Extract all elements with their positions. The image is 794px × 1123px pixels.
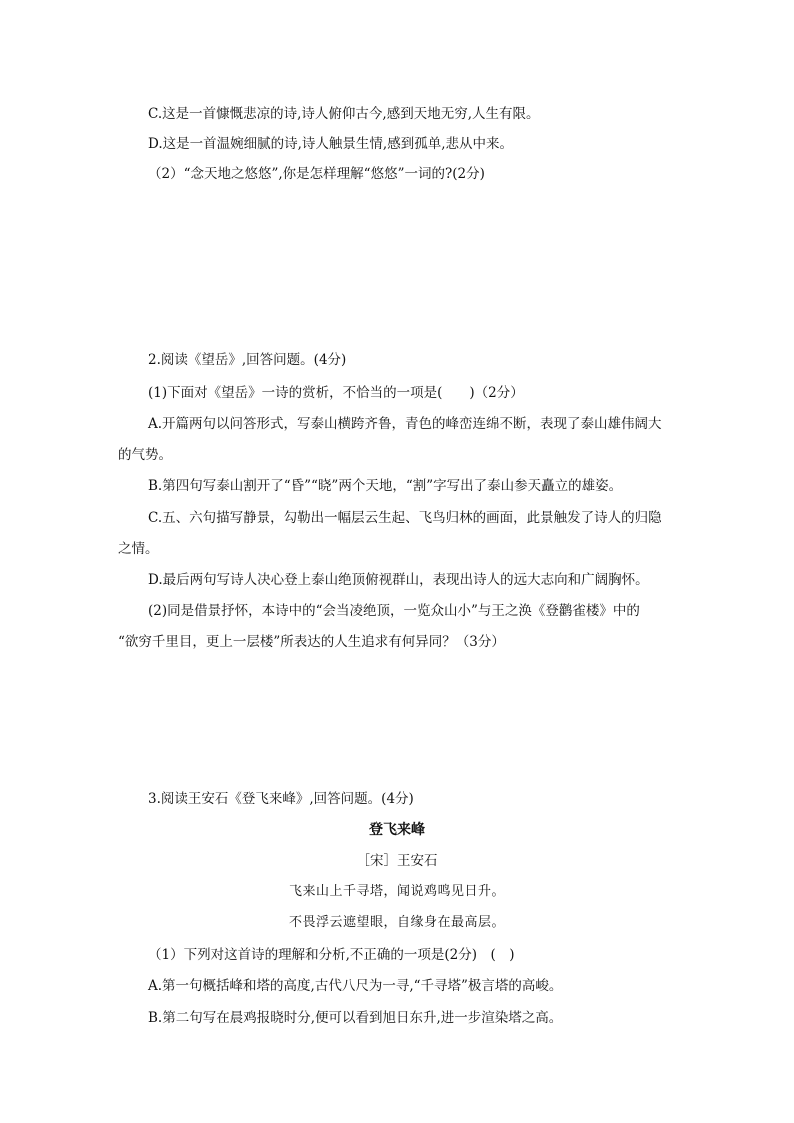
q2-option-a-cont: 的气势。: [118, 447, 172, 463]
poem-line-1: 飞来山上千寻塔，闻说鸡鸣见日升。: [288, 884, 505, 899]
poem-author: ［宋］王安石: [356, 853, 438, 869]
q2-sub2-question-cont: “欲穷千里目，更上一层楼”所表达的人生追求有何异同？（3分）: [118, 634, 505, 650]
q2-option-c-cont: 之情。: [118, 541, 159, 557]
poem-title: 登飞来峰: [369, 822, 425, 838]
q2-option-a: A.开篇两句以问答形式，写泰山横跨齐鲁，青色的峰峦连绵不断，表现了泰山雄伟阔大: [148, 416, 662, 432]
q1-option-c: C.这是一首慷慨悲凉的诗,诗人俯仰古今,感到天地无穷,人生有限。: [148, 106, 540, 122]
q3-heading: 3.阅读王安石《登飞来峰》,回答问题。(4分): [148, 791, 414, 807]
q2-option-d: D.最后两句写诗人决心登上泰山绝顶俯视群山，表现出诗人的远大志向和广阔胸怀。: [148, 572, 649, 588]
q1-sub2-question: （2）“念天地之悠悠”,你是怎样理解“悠悠”一词的?(2分): [148, 166, 485, 182]
q2-option-c: C.五、六句描写静景，勾勒出一幅层云生起、飞鸟归林的画面，此景触发了诗人的归隐: [148, 510, 662, 526]
q3-option-a: A.第一句概括峰和塔的高度,古代八尺为一寻,“千寻塔”极言塔的高峻。: [148, 978, 563, 994]
q2-heading: 2.阅读《望岳》,回答问题。(4分): [148, 352, 347, 368]
poem-line-2: 不畏浮云遮望眼，自缘身在最高层。: [288, 915, 505, 930]
q3-sub1-question: （1）下列对这首诗的理解和分析,不正确的一项是(2分) ( ): [148, 947, 515, 963]
q2-sub2-question: (2)同是借景抒怀，本诗中的“会当凌绝顶，一览众山小”与王之涣《登鹳雀楼》中的: [148, 603, 640, 619]
q1-option-d: D.这是一首温婉细腻的诗,诗人触景生情,感到孤单,悲从中来。: [148, 136, 514, 152]
q2-sub1-question: (1)下面对《望岳》一诗的赏析，不恰当的一项是( )（2分）: [148, 385, 524, 401]
q3-option-b: B.第二句写在晨鸡报晓时分,便可以看到旭日东升,进一步渲染塔之高。: [148, 1010, 563, 1026]
q2-option-b: B.第四句写泰山割开了“昏”“晓”两个天地，“割”字写出了泰山参天矗立的雄姿。: [148, 478, 623, 494]
